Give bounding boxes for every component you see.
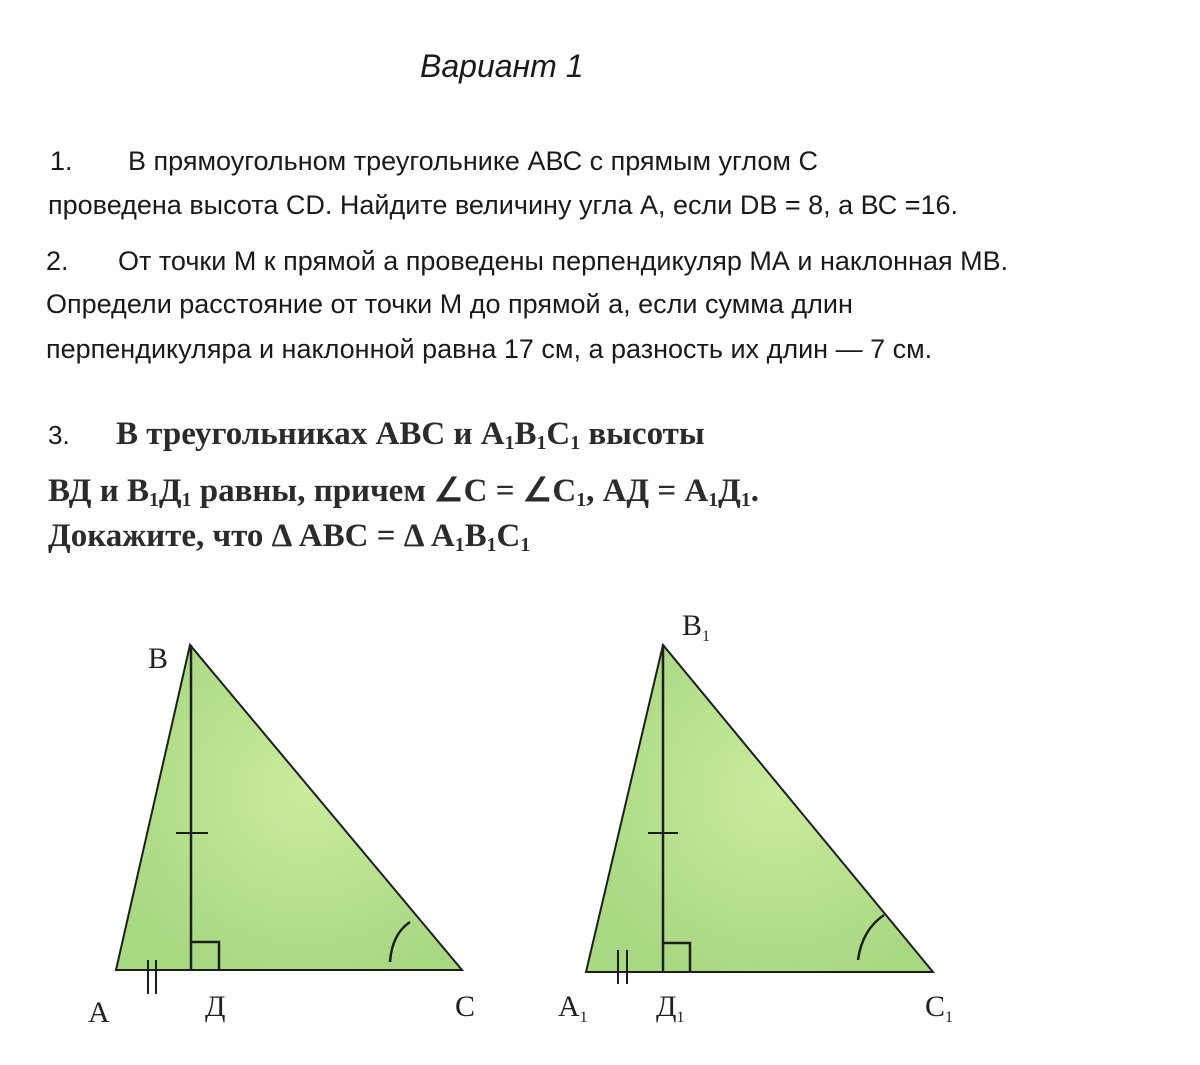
problem-2-text-1: От точки М к прямой а проведены перпендикуляр МА и наклонная МВ. (118, 246, 1009, 276)
label-c1: $С_1$ (925, 990, 954, 1026)
p3-sub: 1 (148, 488, 159, 511)
p3-sub: 1 (570, 431, 581, 454)
page-title: Вариант 1 (420, 48, 584, 84)
problem-2-number: 2. (46, 246, 69, 276)
label-b: В (148, 642, 169, 675)
p3-l2-e: Д (718, 473, 741, 509)
p3-l3-a: Докажите, что Δ АВС = Δ А (48, 518, 455, 554)
triangle-a1b1c1 (558, 609, 953, 1026)
p3-sub: 1 (536, 431, 547, 454)
problem-3-number: 3. (48, 420, 70, 450)
problem-1-number: 1. (50, 146, 73, 176)
p3-l1-a: В треугольниках АВС и А (116, 416, 505, 452)
p3-sub: 1 (576, 488, 587, 511)
p3-l3-c: С (496, 518, 521, 554)
p3-l1-b: В (514, 416, 537, 452)
p3-l1-d: высоты (588, 416, 705, 452)
p3-sub: 1 (520, 533, 531, 556)
label-d1: $Д_1$ (656, 990, 685, 1026)
problem-1-text-1: В прямоугольном треугольнике АВС с прямым углом С (128, 146, 818, 176)
p3-sub: 1 (454, 533, 465, 556)
label-d: Д (205, 990, 226, 1023)
problem-2-line-2: Определи расстояние от точки М до прямой а, если сумма длин (46, 289, 853, 319)
problem-2-line-3: перпендикуляра и наклонной равна 17 см, а разность их длин — 7 см. (46, 334, 933, 364)
p3-l2-d: , АД = А (586, 473, 709, 509)
label-a1: $А_1$ (558, 990, 588, 1026)
p3-sub: 1 (504, 431, 515, 454)
p3-sub: 1 (181, 488, 192, 511)
p3-l3-b: В (464, 518, 487, 554)
p3-sub: 1 (740, 488, 751, 511)
p3-l2-b: Д (158, 473, 182, 509)
problem-1-line-2: проведена высота CD. Найдите величину угла А, если DB = 8, а ВС =16. (48, 190, 959, 220)
label-c: С (455, 990, 476, 1023)
triangle-abc (88, 642, 475, 1029)
label-b1: $В_1$ (682, 609, 711, 645)
p3-sub: 1 (486, 533, 497, 556)
p3-l1-c: С (546, 416, 571, 452)
p3-l2-f: . (750, 473, 760, 509)
triangle-a1b1c1-fill (586, 645, 933, 972)
p3-l2-c: равны, причем ∠С = ∠С (199, 473, 577, 509)
p3-l2-a: ВД и В (48, 473, 149, 509)
triangle-abc-fill (116, 645, 462, 970)
label-a: А (88, 996, 110, 1029)
p3-sub: 1 (708, 488, 719, 511)
